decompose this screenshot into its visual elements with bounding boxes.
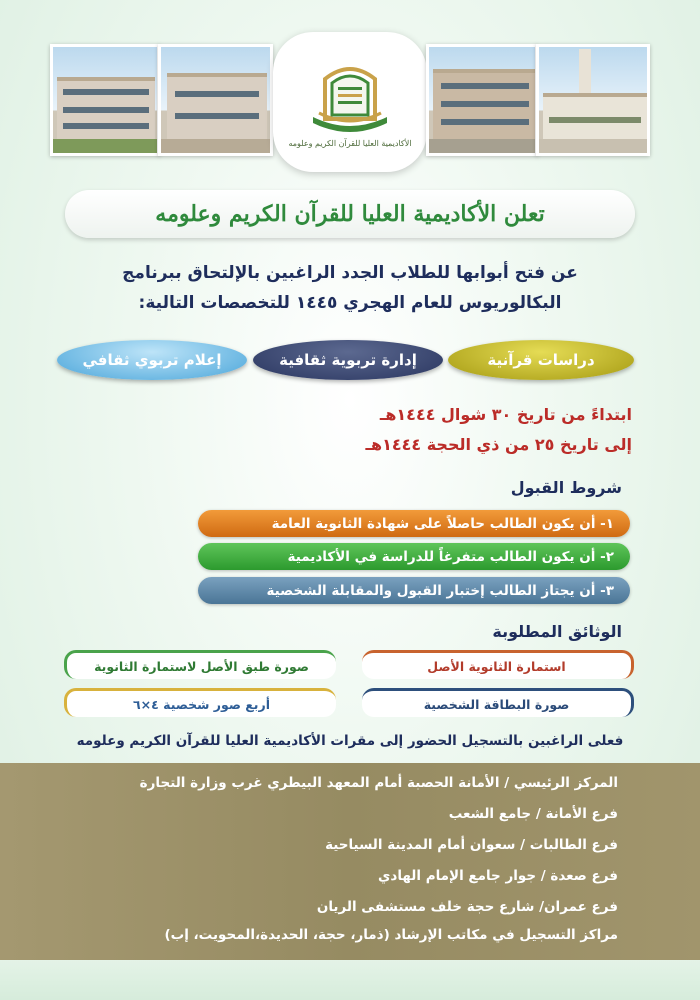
specialty-educational-administration: إدارة تربوية ثقافية bbox=[253, 340, 443, 380]
branch-item: المركز الرئيسي / الأمانة الحصبة أمام المعهد البيطري غرب وزارة التجارة bbox=[139, 775, 618, 791]
documents-heading: الوثائق المطلوبة bbox=[492, 622, 622, 641]
logo-caption: الأكاديمية العليا للقرآن الكريم وعلومه bbox=[288, 138, 412, 148]
branch-item: فرع صعدة / جوار جامع الإمام الهادي bbox=[378, 868, 618, 884]
campus-photo bbox=[158, 44, 273, 156]
start-date: ابتداءً من تاريخ ٣٠ شوال ١٤٤٤هـ bbox=[379, 405, 632, 424]
document-item: استمارة الثانوية الأصل bbox=[362, 650, 634, 679]
header-photos bbox=[50, 44, 650, 164]
academy-logo bbox=[273, 32, 427, 172]
branch-item: فرع الأمانة / جامع الشعب bbox=[448, 806, 618, 822]
document-item: صورة البطاقة الشخصية bbox=[362, 688, 634, 717]
branches-panel bbox=[0, 763, 700, 960]
intro-line: البكالوريوس للعام الهجري ١٤٤٥ للتخصصات التالية: bbox=[138, 293, 562, 313]
conditions-heading: شروط القبول bbox=[510, 478, 622, 497]
footer-strip bbox=[0, 960, 700, 1000]
intro-text bbox=[40, 258, 660, 318]
call-to-action: فعلى الراغبين بالتسجيل الحضور إلى مقرات الأكاديمية العليا للقرآن الكريم وعلومه bbox=[76, 733, 624, 749]
specialty-quranic-studies: دراسات قرآنية bbox=[448, 340, 634, 380]
campus-photo bbox=[50, 44, 160, 156]
document-item: صورة طبق الأصل لاستمارة الثانوية bbox=[64, 650, 336, 679]
branch-item: مراكز التسجيل في مكاتب الإرشاد (ذمار، حجة، الحديدة،المحويت، إب) bbox=[164, 927, 618, 943]
document-item: أربع صور شخصية ٤×٦ bbox=[64, 688, 336, 717]
announcement-title: تعلن الأكاديمية العليا للقرآن الكريم وعلومه bbox=[65, 190, 635, 238]
specialty-educational-media: إعلام تربوي ثقافي bbox=[57, 340, 247, 380]
condition-item: ٢- أن يكون الطالب متفرغاً للدراسة في الأكاديمية bbox=[198, 543, 630, 570]
branch-item: فرع عمران/ شارع حجة خلف مستشفى الريان bbox=[316, 899, 618, 915]
mosque-photo bbox=[536, 44, 650, 156]
intro-line: عن فتح أبوابها للطلاب الجدد الراغبين بالإلتحاق ببرنامج bbox=[122, 263, 578, 283]
condition-item: ٣- أن يجتاز الطالب إختبار القبول والمقابلة الشخصية bbox=[198, 577, 630, 604]
campus-photo bbox=[426, 44, 538, 156]
branch-item: فرع الطالبات / سعوان أمام المدينة السياحية bbox=[325, 837, 618, 853]
condition-item: ١- أن يكون الطالب حاصلاً على شهادة الثانوية العامة bbox=[198, 510, 630, 537]
academy-logo-icon bbox=[305, 57, 395, 137]
registration-dates bbox=[212, 400, 632, 460]
end-date: إلى تاريخ ٢٥ من ذي الحجة ١٤٤٤هـ bbox=[365, 435, 632, 454]
